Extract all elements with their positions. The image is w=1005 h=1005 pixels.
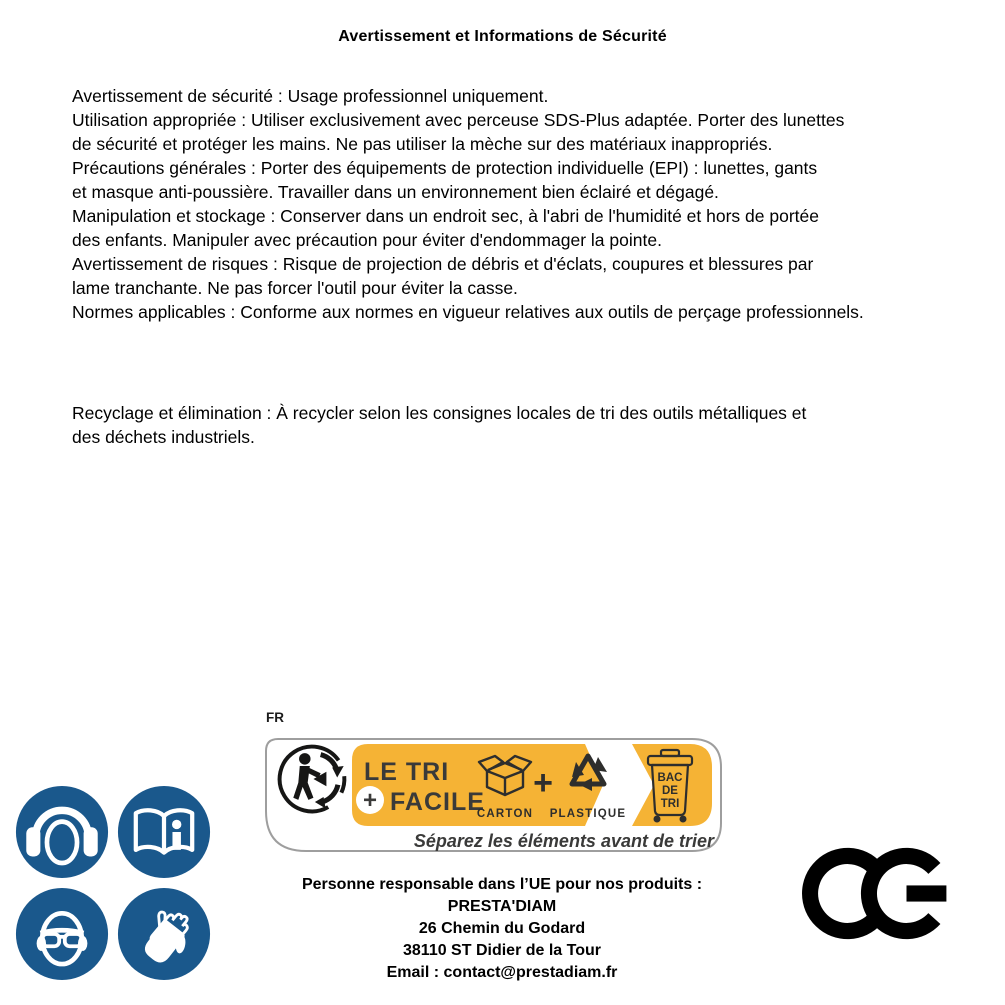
safety-text-line: Manipulation et stockage : Conserver dans un endroit sec, à l'abri de l'humidité et hors de portée: [72, 206, 819, 226]
plus-separator: +: [533, 764, 553, 802]
safety-text-line: et masque anti-poussière. Travailler dans un environnement bien éclairé et dégagé.: [72, 182, 719, 202]
bin-label-line: DE: [662, 785, 678, 797]
wear-ear-protection-icon: [15, 785, 109, 879]
address-city: 38110 ST Didier de la Tour: [403, 942, 601, 959]
safety-text-line: Normes applicables : Conforme aux normes en vigueur relatives aux outils de perçage professionnels.: [72, 302, 864, 322]
fr-country-label: FR: [266, 710, 284, 725]
ce-marking-icon: [802, 841, 954, 946]
contact-email: Email : contact@prestadiam.fr: [386, 964, 618, 981]
read-instruction-manual-icon: [117, 785, 211, 879]
le-tri-label: LE TRI: [364, 758, 450, 786]
responsible-person-block: [272, 874, 732, 984]
company-name: PRESTA'DIAM: [447, 898, 557, 915]
page-title: Avertissement et Informations de Sécurité: [338, 28, 667, 45]
safety-text-line: lame tranchante. Ne pas forcer l'outil pour éviter la casse.: [72, 278, 518, 298]
safety-text-line: des enfants. Manipuler avec précaution pour éviter d'endommager la pointe.: [72, 230, 662, 250]
bin-label-line: BAC: [657, 772, 683, 784]
recycling-text-block: [72, 401, 977, 449]
safety-text-line: de sécurité et protéger les mains. Ne pas utiliser la mèche sur des matériaux inappropriés.: [72, 134, 773, 154]
safety-text-line: Avertissement de sécurité : Usage professionnel uniquement.: [72, 86, 549, 106]
info-tri-tagline: Séparez les éléments avant de trier: [413, 831, 714, 851]
recycling-text-line: des déchets industriels.: [72, 427, 255, 447]
wear-eye-protection-icon: [15, 887, 109, 981]
safety-text-line: Utilisation appropriée : Utiliser exclusivement avec perceuse SDS-Plus adaptée. Porter des lunettes: [72, 110, 845, 130]
safety-text-line: Précautions générales : Porter des équipements de protection individuelle (EPI) : lunettes, gants: [72, 158, 818, 178]
plastique-label: PLASTIQUE: [549, 808, 627, 820]
facile-label: FACILE: [390, 788, 485, 816]
plus-badge: +: [362, 787, 378, 814]
wear-protective-gloves-icon: [117, 887, 211, 981]
address-street: 26 Chemin du Godard: [418, 920, 586, 937]
carton-label: CARTON: [476, 808, 534, 820]
safety-text-line: Avertissement de risques : Risque de projection de débris et d'éclats, coupures et blessures par: [72, 254, 814, 274]
recycling-text-line: Recyclage et élimination : À recycler selon les consignes locales de tri des outils métalliques et: [72, 403, 807, 423]
safety-text-block: [72, 84, 977, 324]
bin-label-line: TRI: [660, 798, 680, 810]
responsible-person-line: Personne responsable dans l’UE pour nos produits :: [301, 876, 703, 893]
